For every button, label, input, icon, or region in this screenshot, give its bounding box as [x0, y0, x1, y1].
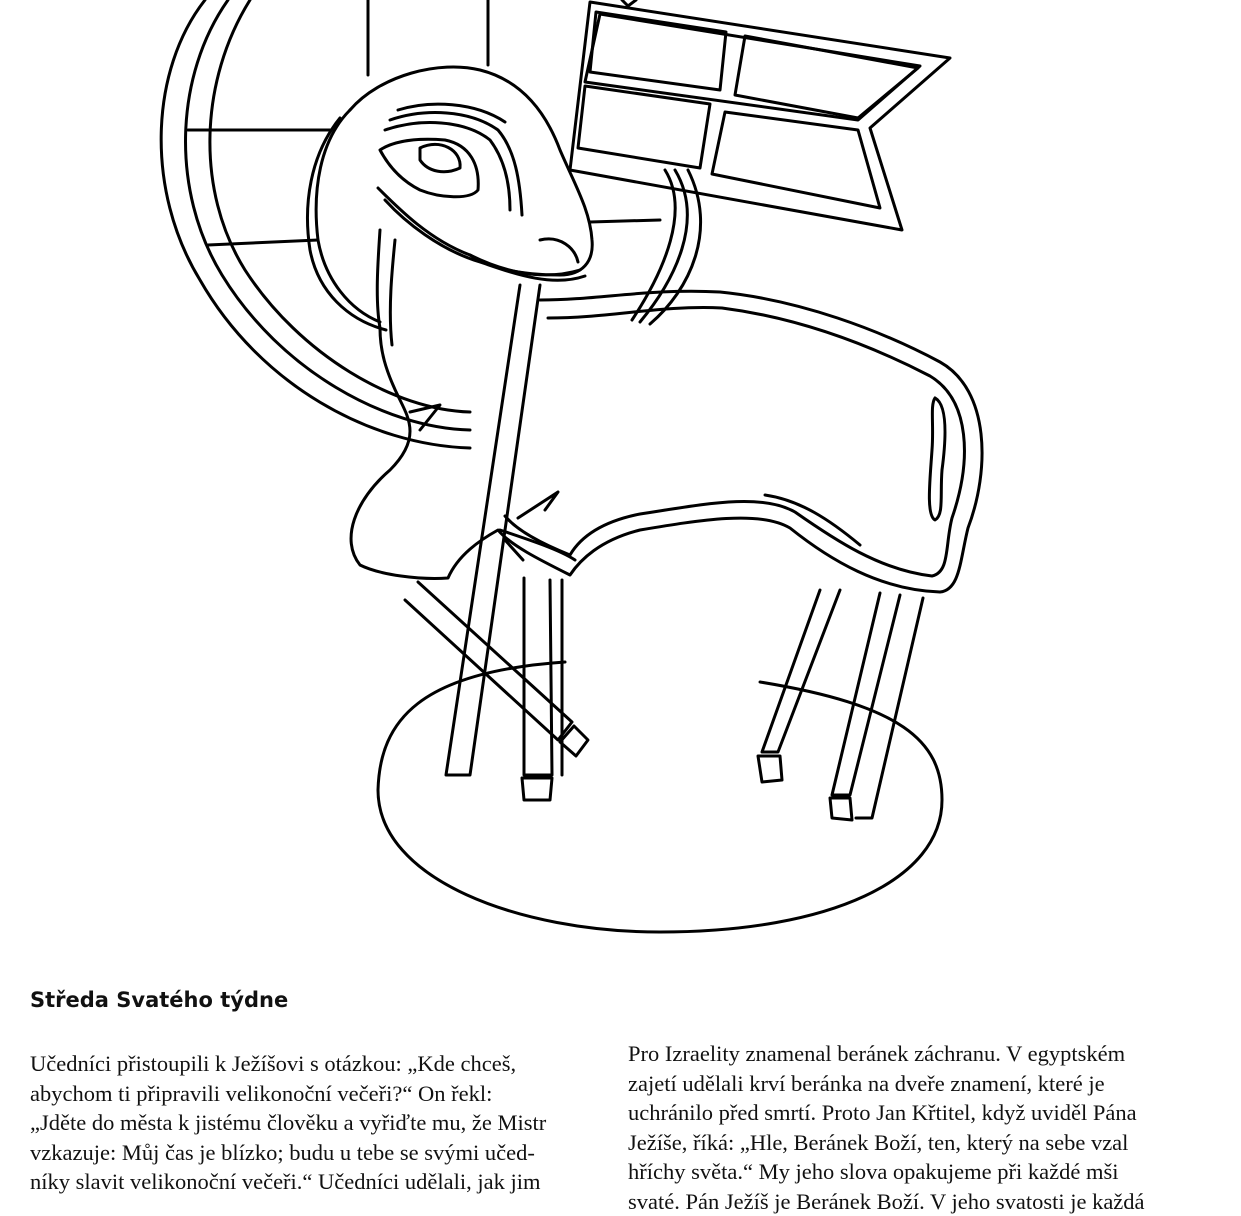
text-line: svaté. Pán Ježíš je Beránek Boží. V jeho svatosti je každá	[628, 1187, 1198, 1216]
text-line: Pro Izraelity znamenal beránek záchranu. V egyptském	[628, 1039, 1198, 1069]
left-text-column	[30, 1049, 600, 1197]
text-line: níky slavit velikonoční večeři.“ Učedníci udělali, jak jim	[30, 1167, 600, 1197]
right-text-column	[628, 1039, 1198, 1216]
text-line: Ježíše, říká: „Hle, Beránek Boží, ten, který na sebe vzal	[628, 1128, 1198, 1158]
text-line: Učedníci přistoupili k Ježíšovi s otázkou: „Kde chceš,	[30, 1049, 600, 1079]
text-line: hříchy světa.“ My jeho slova opakujeme při každé mši	[628, 1157, 1198, 1187]
lamb-head	[308, 67, 593, 330]
ground-oval	[378, 662, 942, 932]
text-line: abychom ti připravili velikonoční večeři?“ On řekl:	[30, 1079, 600, 1109]
text-line: zajetí udělali krví beránka na dveře znamení, které je	[628, 1069, 1198, 1099]
front-legs	[405, 578, 588, 800]
text-line: uchránilo před smrtí. Proto Jan Křtitel, když uviděl Pána	[628, 1098, 1198, 1128]
flag	[570, 0, 950, 230]
back-legs	[758, 590, 923, 820]
text-line: „Jděte do města k jistému člověku a vyřiďte mu, že Mistr	[30, 1108, 600, 1138]
lamb-body	[351, 291, 982, 592]
text-line: vzkazuje: Můj čas je blízko; budu u tebe se svými učed-	[30, 1138, 600, 1168]
page-title: Středa Svatého týdne	[30, 988, 288, 1012]
